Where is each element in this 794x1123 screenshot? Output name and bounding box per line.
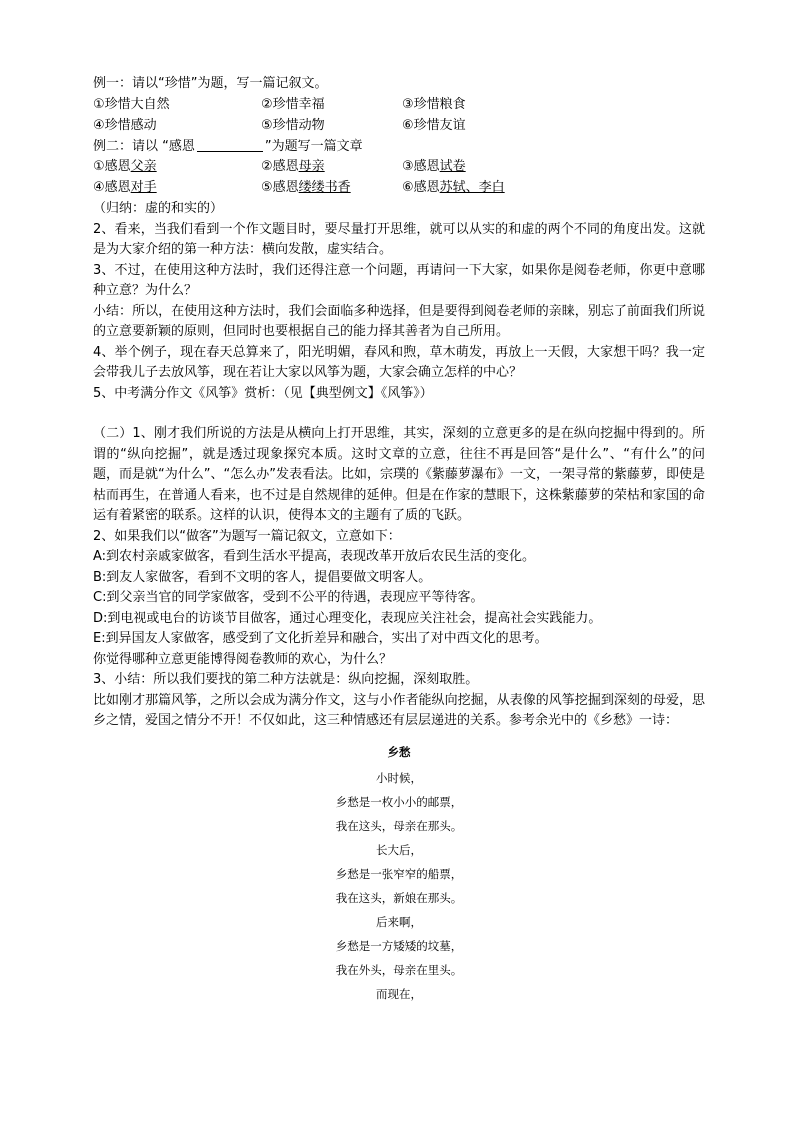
poem-line: 我在这头，新娘在那头。	[335, 890, 463, 905]
paragraph: 2、如果我们以“做客”为题写一篇记叙文，立意如下：	[93, 528, 401, 544]
example-1-item: ④珍惜感动	[93, 117, 157, 133]
example-1-item: ②珍惜幸福	[261, 96, 325, 112]
paragraph: 3、小结：所以我们要找的第二种方法就是：纵向挖掘，深刻取胜。	[93, 672, 479, 687]
poem-line: 我在外头，母亲在里头。	[335, 962, 463, 977]
summary-note: （归纳：虚的和实的）	[93, 201, 224, 216]
option-a: A:到农村亲戚家做客，看到生活水平提高，表现改革开放后农民生活的变化。	[93, 549, 536, 564]
poem-title: 乡愁	[387, 744, 411, 759]
example-2-title-start: 例二：请以 “感恩	[93, 138, 195, 154]
poem-line: 后来啊，	[376, 914, 422, 929]
paragraph: 小结：所以，在使用这种方法时，我们会面临多种选择，但是要得到阅卷老师的亲睐，别忘了前面我们所说的立意要新颖的原则，但同时也要根据自己的能力择其善者为自己所用。	[93, 303, 705, 339]
example-2-item: ⑤感恩缕缕书香	[261, 180, 351, 196]
paragraph: 2、看来，当我们看到一个作文题目时，要尽量打开思维，就可以从实的和虚的两个不同的角度出发。这就是为大家介绍的第一种方法：横向发散，虚实结合。	[93, 221, 705, 257]
option-b: B:到友人家做客，看到不文明的客人，提倡要做文明客人。	[93, 569, 432, 585]
example-2-item: ③感恩试卷	[402, 159, 466, 175]
example-1-item: ⑥珍惜友谊	[402, 117, 466, 133]
option-d: D:到电视或电台的访谈节目做客，通过心理变化，表现应关注社会，提高社会实践能力。	[93, 610, 602, 626]
document-page	[93, 74, 705, 1006]
example-1-row-2	[93, 116, 705, 137]
poem-line: 乡愁是一枚小小的邮票，	[335, 794, 463, 809]
poem-line: 我在这头，母亲在那头。	[335, 818, 463, 833]
paragraph: （二）1、刚才我们所说的方法是从横向上打开思维，其实，深刻的立意更多的是在纵向挖掘中得到的。所谓的“纵向挖掘”，就是透过现象探究本质。这时文章的立意，往往不再是回答“是什么”、“有什么”的问题，而是就“为什么”、“怎么办”发表看法。比如，宗璞的《紫藤萝瀑布》一文，一架寻常的紫藤萝，即使是枯而再生，在普通人看来，也不过是自然规律的延伸。但是在作家的慧眼下，这株紫藤萝的荣枯和家国的命运有着紧密的联系。这样的认识，使得本文的主题有了质的飞跃。	[93, 426, 705, 523]
poem-line: 长大后，	[376, 842, 422, 857]
option-e: E:到异国友人家做客，感受到了文化折差异和融合，实出了对中西文化的思考。	[93, 631, 548, 646]
example-2-row-2	[93, 178, 705, 199]
example-2-item: ②感恩母亲	[261, 159, 325, 175]
example-1-item: ⑤珍惜动物	[261, 117, 325, 133]
question: 你觉得哪种立意更能博得阅卷教师的欢心，为什么？	[93, 651, 393, 667]
example-2-title-end: ”为题写一篇文章	[264, 138, 363, 154]
fill-in-blank	[197, 138, 263, 152]
example-1-item: ③珍惜粮食	[402, 96, 466, 112]
paragraph: 5、中考满分作文《风筝》赏析：（见【典型例文】《风筝》）	[93, 385, 433, 401]
example-2-item: ⑥感恩苏轼、李白	[402, 180, 505, 196]
example-2-item: ①感恩父亲	[93, 159, 157, 175]
poem	[93, 740, 705, 1006]
paragraph: 比如刚才那篇风筝，之所以会成为满分作文，这与小作者能纵向挖掘，从表像的风筝挖掘到深刻的母爱，思乡之情，爱国之情分不开！不仅如此，这三种情感还有层层递进的关系。参考余光中的《乡愁》一诗：	[93, 692, 705, 728]
example-2-row-1	[93, 157, 705, 178]
example-1-title: 例一：请以“珍惜”为题，写一篇记叙文。	[93, 76, 328, 91]
example-2-title	[93, 137, 705, 158]
example-1-row-1	[93, 95, 705, 116]
paragraph: 3、不过，在使用这种方法时，我们还得注意一个问题，再请问一下大家，如果你是阅卷老师，你更中意哪种立意？为什么？	[93, 262, 705, 298]
poem-line: 而现在，	[376, 986, 422, 1001]
poem-line: 乡愁是一方矮矮的坟墓，	[335, 938, 463, 953]
option-c: C:到父亲当官的同学家做客，受到不公平的待遇，表现应平等待客。	[93, 590, 484, 605]
poem-line: 小时候，	[376, 770, 422, 785]
paragraph: 4、举个例子，现在春天总算来了，阳光明媚，春风和煦，草木萌发，再放上一天假，大家想干吗？我一定会带我儿子去放风筝，现在若让大家以风筝为题，大家会确立怎样的中心？	[93, 344, 705, 380]
example-1-item: ①珍惜大自然	[93, 96, 170, 112]
example-2-item: ④感恩对手	[93, 180, 157, 196]
poem-line: 乡愁是一张窄窄的船票，	[335, 866, 463, 881]
